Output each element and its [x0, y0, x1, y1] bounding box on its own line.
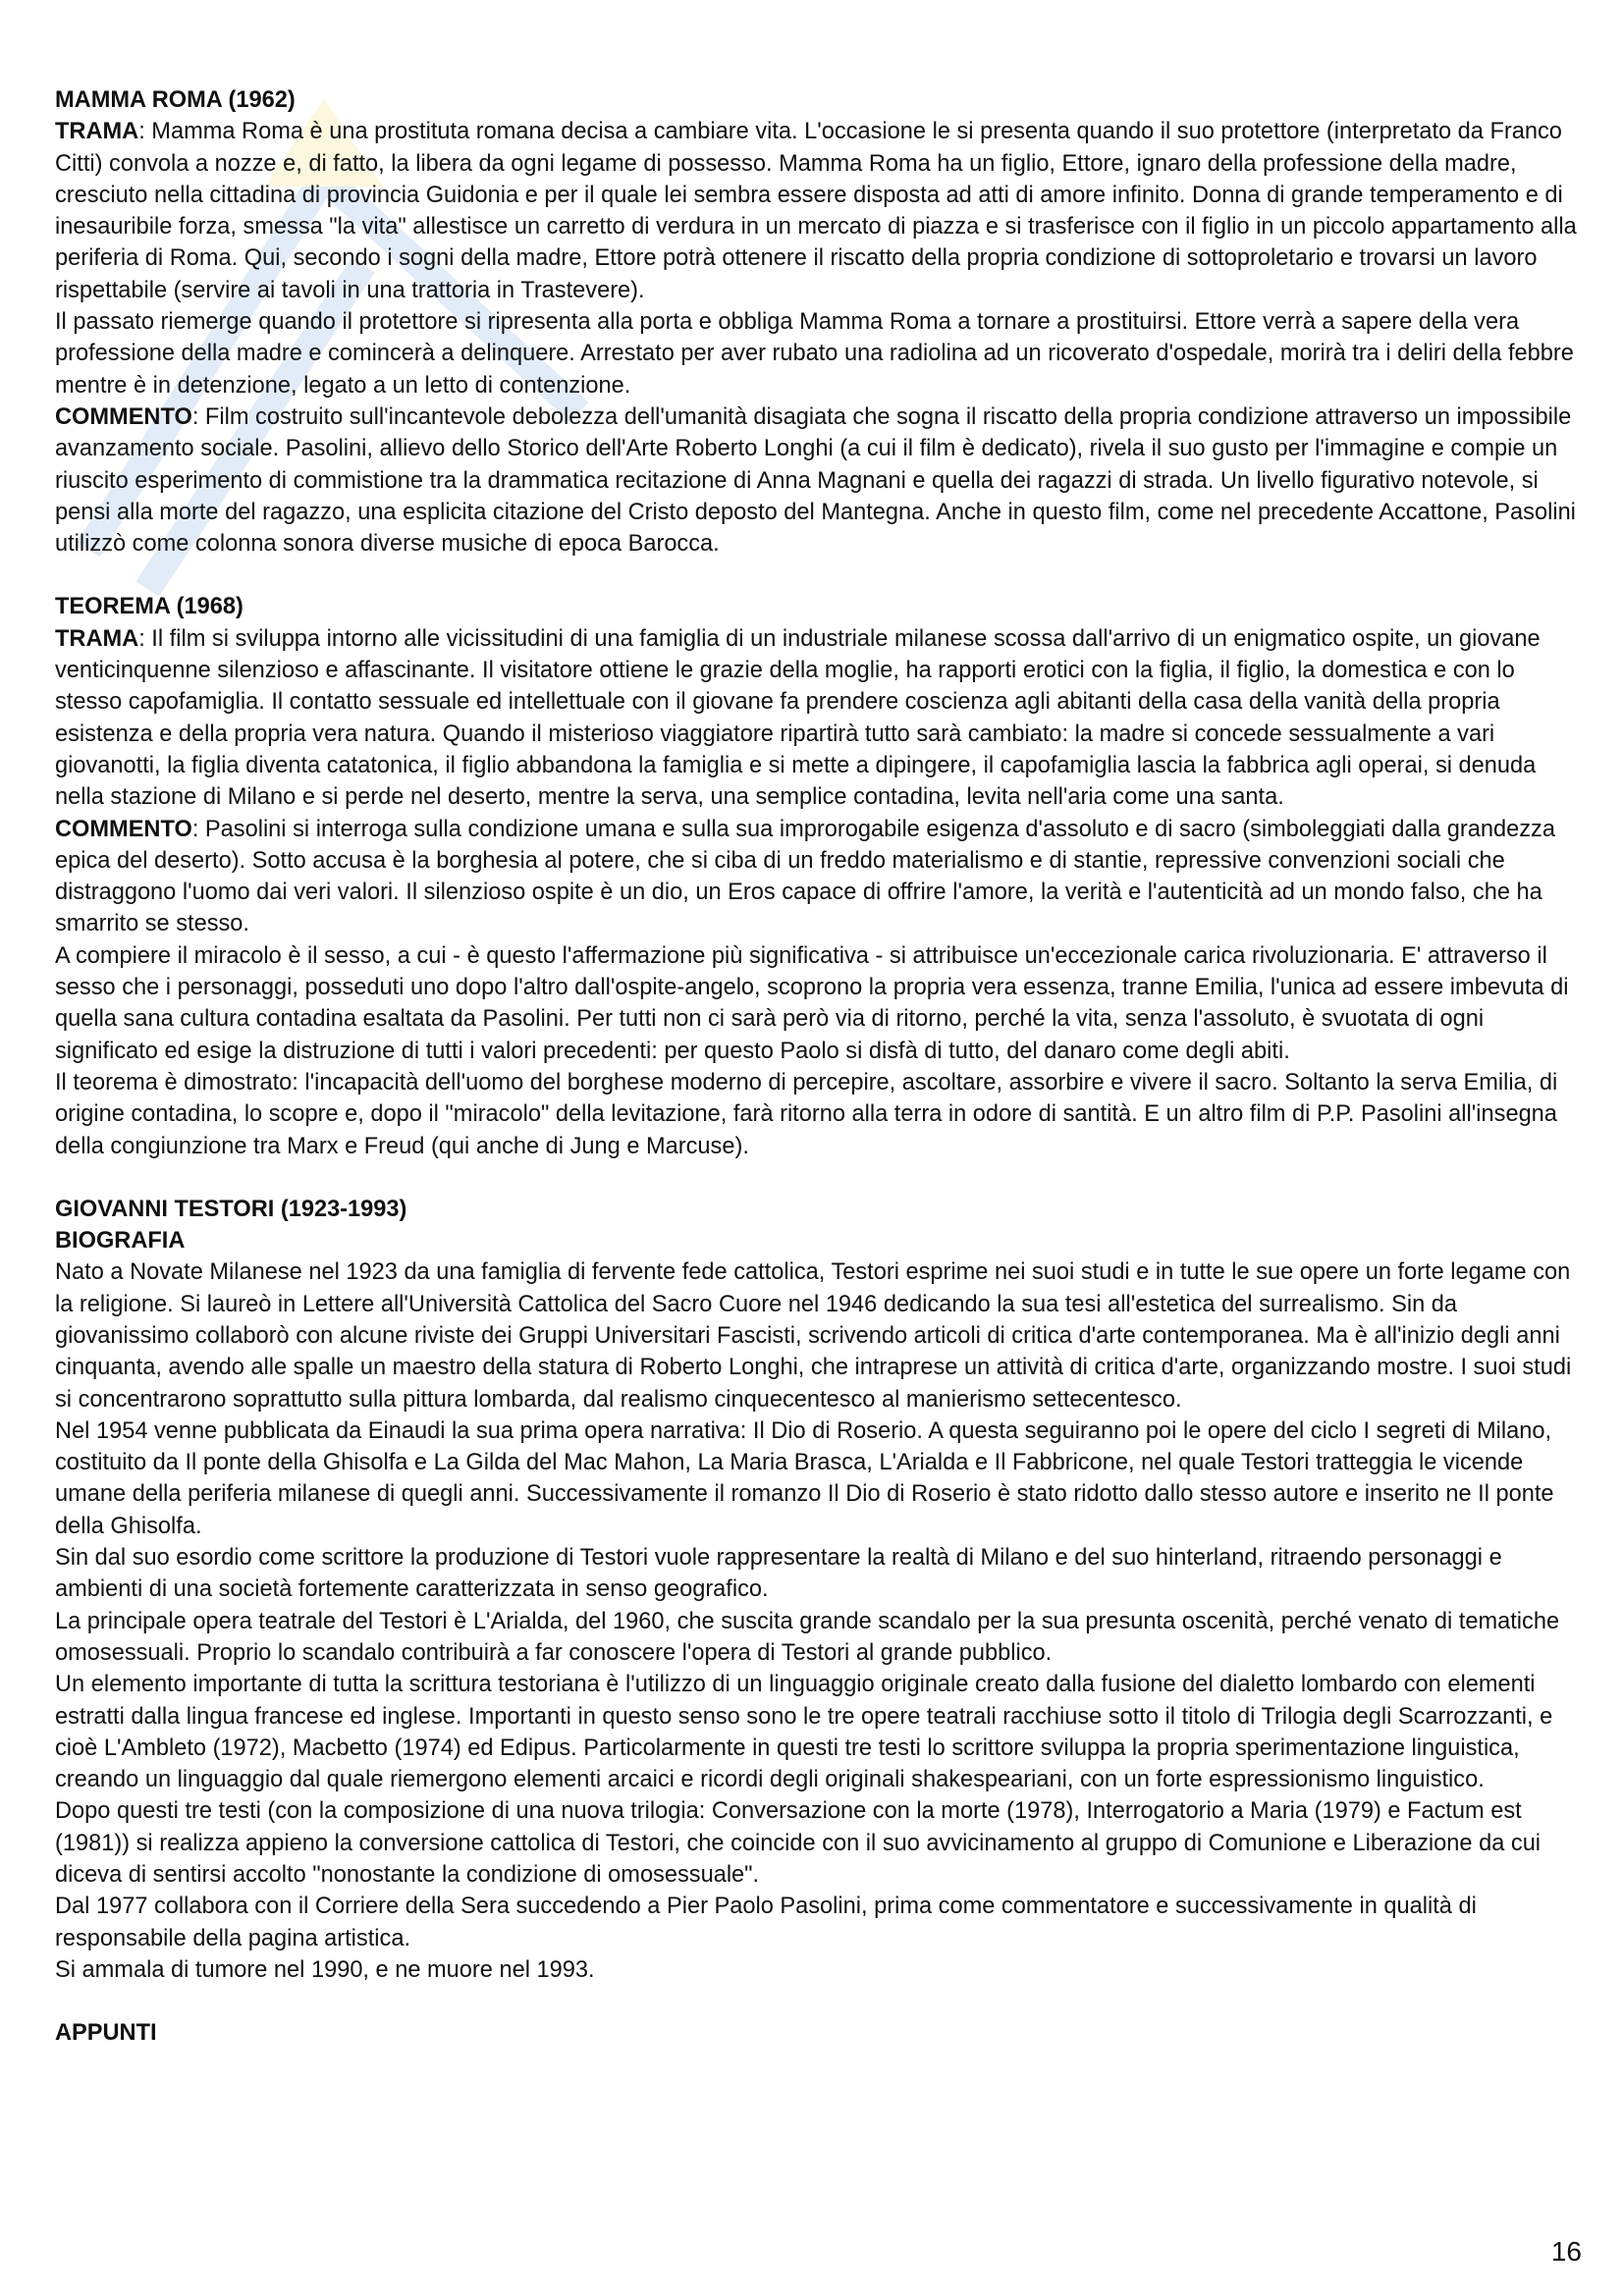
teorema-trama: [55, 623, 1582, 814]
teorema-commento-continued: A compiere il miracolo è il sesso, a cui - è questo l'affermazione più significativa - si attribuisce un'eccezionale carica rivoluzionaria. E' attraverso il sesso che i personaggi, posseduti uno dopo l'altro dall'ospite-angelo, scoprono la propria vera essenza, tranne Emilia, l'unica ad essere imbevuta di quella sana cultura contadina esaltata da Pasolini. Per tutti non ci sarà però via di ritorno, perché la vita, senza l'assoluto, è svuotata di ogni significato ed esige la distruzione di tutti i valori precedenti: per questo Paolo si disfà di tutto, del danaro come degli abiti.: [55, 942, 1569, 1064]
teorema-commento-conclusion: Il teorema è dimostrato: l'incapacità dell'uomo del borghese moderno di percepire, ascoltare, assorbire e vivere il sacro. Soltanto la serva Emilia, di origine contadina, lo scopre e, dopo il "miracolo" della levitazione, farà ritorno alla terra in odore di santità. E un altro film di P.P. Pasolini all'insegna della congiunzione tra Marx e Freud (qui anche di Jung e Marcuse).: [55, 1069, 1558, 1159]
testori-paragraph: Sin dal suo esordio come scrittore la produzione di Testori vuole rappresentare la realtà di Milano e del suo hinterland, ritraendo personaggi e ambienti di una società fortemente caratterizzata in senso geografico.: [55, 1545, 1502, 1603]
testori-paragraph: Nel 1954 venne pubblicata da Einaudi la sua prima opera narrativa: Il Dio di Roserio. A questa seguiranno poi le opere del ciclo I segreti di Milano, costituito da Il ponte della Ghisolfa e La Gilda del Mac Mahon, La Maria Brasca, L'Arialda e Il Fabbricone, nel quale Testori tratteggia le vicende umane della periferia milanese di quegli anni. Successivamente il romanzo Il Dio di Roserio è stato ridotto dallo stesso autore e inserito ne Il ponte della Ghisolfa.: [55, 1417, 1554, 1539]
page-number: 16: [1550, 2236, 1582, 2267]
section-title-testori: GIOVANNI TESTORI (1923-1993): [55, 1196, 407, 1222]
section-teorema: [55, 591, 1582, 1161]
section-title-mamma-roma: MAMMA ROMA (1962): [55, 87, 296, 113]
testori-paragraph: Dopo questi tre testi (con la composizione di una nuova trilogia: Conversazione con la morte (1978), Interrogatorio a Maria (1979) e Factum est (1981)) si realizza appieno la conversione cattolica di Testori, che coincide con il suo avvicinamento al gruppo di Comunione e Liberazione da cui diceva di sentirsi accolto "nonostante la condizione di omosessuale".: [55, 1798, 1542, 1889]
testori-paragraph: Nato a Novate Milanese nel 1923 da una famiglia di fervente fede cattolica, Testori esprime nei suoi studi e in tutte le sue opere un forte legame con la religione. Si laureò in Lettere all'Università Cattolica del Sacro Cuore nel 1946 dedicando la sua tesi all'estetica del surrealismo. Sin da giovanissimo collaborò con alcune riviste dei Gruppi Universitari Fascisti, scrivendo articoli di critica d'arte contemporanea. Ma è all'inizio degli anni cinquanta, avendo alle spalle un maestro della statura di Roberto Longhi, che intraprese un attività di critica d'arte, organizzando mostre. I suoi studi si concentrarono soprattutto sulla pittura lombarda, dal realismo cinquecentesco al manierismo settecentesco.: [55, 1259, 1572, 1413]
section-title-appunti: APPUNTI: [55, 2020, 157, 2047]
commento-label: COMMENTO: [55, 816, 192, 842]
document-page: [55, 84, 1582, 2081]
testori-paragraph: Un elemento importante di tutta la scrittura testoriana è l'utilizzo di un linguaggio originale creato dalla fusione del dialetto lombardo con elementi estratti dalla lingua francese ed inglese. Importanti in questo senso sono le tre opere teatrali racchiuse sotto il titolo di Trilogia degli Scarrozzanti, e cioè L'Ambleto (1972), Macbetto (1974) ed Edipus. Particolarmente in questi tre testi lo scrittore sviluppa la propria sperimentazione linguistica, creando un linguaggio dal quale riemergono elementi arcaici e ricordi degli originali shakespeariani, con un forte espressionismo linguistico.: [55, 1672, 1553, 1793]
testori-paragraph: Dal 1977 collabora con il Corriere della Sera succedendo a Pier Paolo Pasolini, prima come commentatore e successivamente in qualità di responsabile della pagina artistica.: [55, 1894, 1477, 1951]
trama-label: TRAMA: [55, 625, 139, 652]
commento-text: : Film costruito sull'incantevole debolezza dell'umanità disagiata che sogna il riscatto della propria condizione attraverso un impossibile avanzamento sociale. Pasolini, allievo dello Storico dell'Arte Roberto Longhi (a cui il film è dedicato), rivela il suo gusto per l'immagine e compie un riuscito esperimento di commistione tra la drammatica recitazione di Anna Magnani e quella dei ragazzi di strada. Un livello figurativo notevole, si pensi alla morte del ragazzo, una esplicita citazione del Cristo deposto del Mantegna. Anche in questo film, come nel precedente Accattone, Pasolini utilizzò come colonna sonora diverse musiche di epoca Barocca.: [55, 403, 1576, 558]
mamma-roma-trama-continued: Il passato riemerge quando il protettore si ripresenta alla porta e obbliga Mamma Roma a tornare a prostituirsi. Ettore verrà a sapere della vera professione della madre e comincerà a delinquere. Arrestato per aver rubato una radiolina ad un ricoverato d'ospedale, morirà tra i deliri della febbre mentre è in detenzione, legato a un letto di contenzione.: [55, 309, 1574, 399]
section-subtitle-biografia: BIOGRAFIA: [55, 1228, 186, 1255]
section-appunti: [55, 2017, 1582, 2049]
mamma-roma-commento: [55, 401, 1582, 560]
testori-paragraph: La principale opera teatrale del Testori è L'Arialda, del 1960, che suscita grande scandalo per la sua presunta oscenità, perché venato di tematiche omosessuali. Proprio lo scandalo contribuirà a far conoscere l'opera di Testori al grande pubblico.: [55, 1608, 1560, 1666]
commento-label: COMMENTO: [55, 403, 192, 430]
trama-label: TRAMA: [55, 119, 139, 145]
trama-text: : Il film si sviluppa intorno alle vicissitudini di una famiglia di un industriale milanese scossa dall'arrivo di un enigmatico ospite, un giovane venticinquenne silenzioso e affascinante. Il visitatore ottiene le grazie della moglie, ha rapporti erotici con la figlia, il figlio, la domestica e con lo stesso capofamiglia. Il contatto sessuale ed intellettuale con il giovane fa prendere coscienza agli abitanti della casa della vanità della propria esistenza e della propria vera natura. Quando il misterioso viaggiatore ripartirà tutto sarà cambiato: la madre si concede sessualmente a vari giovanotti, la figlia diventa catatonica, il figlio abbandona la famiglia e si mette a dipingere, il capofamiglia lascia la fabbrica agli operai, si denuda nella stazione di Milano e si perde nel deserto, mentre la serva, una semplice contadina, levita nell'aria come una santa.: [55, 625, 1541, 811]
trama-text: : Mamma Roma è una prostituta romana decisa a cambiare vita. L'occasione le si presenta quando il suo protettore (interpretato da Franco Citti) convola a nozze e, di fatto, la libera da ogni legame di possesso. Mamma Roma ha un figlio, Ettore, ignaro della professione della madre, cresciuto nella cittadina di provincia Guidonia e per il quale lei sembra essere disposta ad atti di amore infinito. Donna di grande temperamento e di inesauribile forza, smessa "la vita" allestisce un carretto di verdura in un mercato di piazza e si trasferisce con il figlio in un piccolo appartamento alla periferia di Roma. Qui, secondo i sogni della madre, Ettore potrà ottenere il riscatto della propria condizione di sottoproletario e trovarsi un lavoro rispettabile (servire ai tavoli in una trattoria in Trastevere).: [55, 119, 1577, 303]
teorema-commento: [55, 814, 1582, 940]
section-mamma-roma: [55, 84, 1582, 560]
section-testori: [55, 1194, 1582, 1986]
testori-paragraph: Si ammala di tumore nel 1990, e ne muore nel 1993.: [55, 1956, 595, 1983]
commento-text: : Pasolini si interroga sulla condizione umana e sulla sua improrogabile esigenza d'assoluto e di sacro (simboleggiati dalla grandezza epica del deserto). Sotto accusa è la borghesia al potere, che si ciba di un freddo materialismo e di stantie, repressive convenzioni sociali che distraggono l'uomo dai veri valori. Il silenzioso ospite è un dio, un Eros capace di offrire l'amore, la verità e l'autenticità ad un mondo falso, che ha smarrito se stesso.: [55, 816, 1555, 937]
mamma-roma-trama: [55, 116, 1582, 306]
section-title-teorema: TEOREMA (1968): [55, 594, 243, 620]
